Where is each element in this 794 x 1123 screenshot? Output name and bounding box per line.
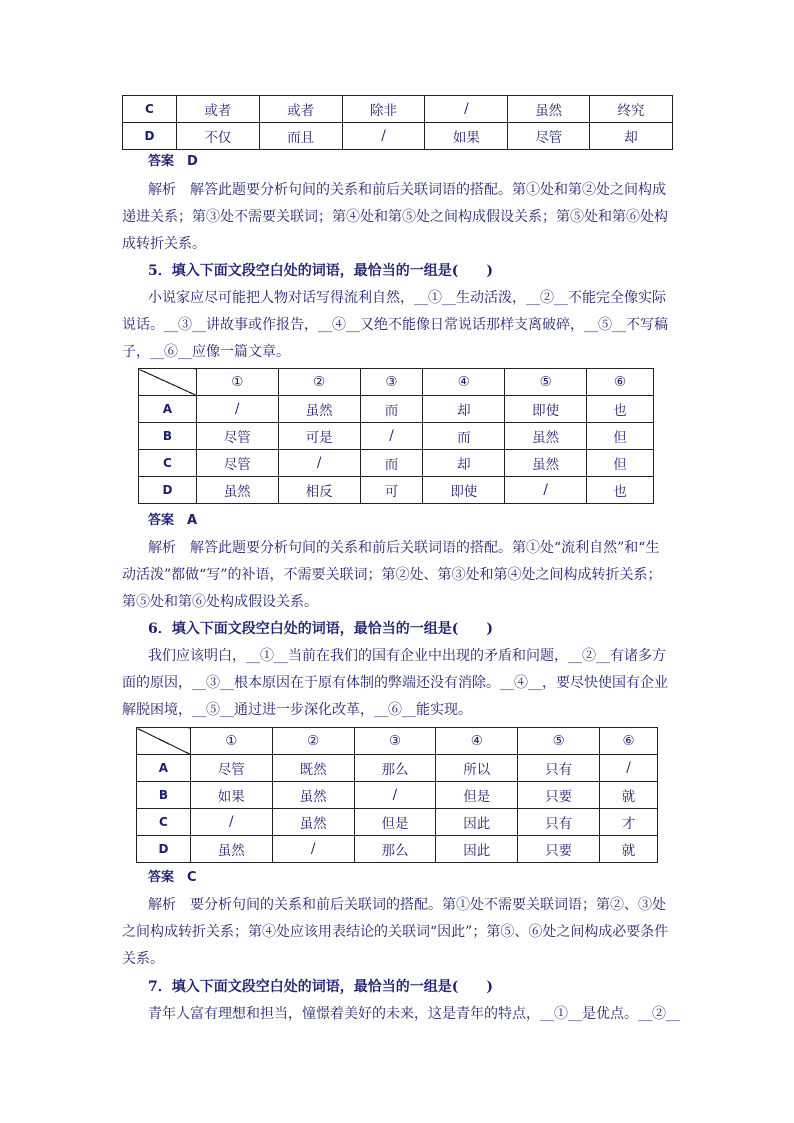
- option-label: A: [137, 755, 191, 782]
- table-row: [137, 782, 658, 809]
- table-cell: 如果: [425, 123, 508, 150]
- passage-q6-line: 解脱困境，__⑤__通过进一步深化改革，__⑥__能实现。: [122, 702, 472, 718]
- passage-q5-line: 说话。__③__讲故事或作报告，__④__又绝不能像日常说话那样支离破碎，__⑤__不写稿: [122, 317, 668, 333]
- table-cell: 只有: [518, 809, 600, 836]
- table-cell: 虽然: [505, 423, 587, 450]
- table-row: [139, 450, 654, 477]
- column-header: ⑥: [600, 728, 658, 755]
- analysis-q5-line: 第⑤处和第⑥处构成假设关系。: [122, 594, 318, 610]
- table-cell: /: [505, 477, 587, 504]
- table-header-row: [137, 728, 658, 755]
- table-cell: 或者: [259, 96, 342, 123]
- table-row: [137, 836, 658, 863]
- table-cell: 而: [423, 423, 505, 450]
- table-cell: 虽然: [278, 396, 360, 423]
- column-header: ⑥: [587, 369, 654, 396]
- table-cell: 虽然: [508, 96, 590, 123]
- column-header: ④: [423, 369, 505, 396]
- table-cell: 而且: [259, 123, 342, 150]
- table-cell: 却: [590, 123, 673, 150]
- column-header: ③: [360, 369, 423, 396]
- column-header: ④: [436, 728, 518, 755]
- table-cell: 却: [423, 450, 505, 477]
- table-cell: 虽然: [272, 782, 354, 809]
- option-label: C: [139, 450, 197, 477]
- table-row: [137, 809, 658, 836]
- table-cell: 就: [600, 782, 658, 809]
- analysis-q6-line: 解析 要分析句间的关系和前后关联词的搭配。第①处不需要关联词语；第②、③处: [148, 897, 666, 913]
- table-cell: /: [600, 755, 658, 782]
- analysis-q5-line: 动活泼”都做“写”的补语，不需要关联词；第②处、第③处和第④处之间构成转折关系；: [122, 567, 662, 583]
- table-cell: 因此: [436, 836, 518, 863]
- diagonal-corner-cell: [137, 728, 191, 755]
- table-cell: 只要: [518, 836, 600, 863]
- analysis-q5-line: 解析 解答此题要分析句间的关系和前后关联词语的搭配。第①处“流利自然”和“生: [148, 540, 660, 556]
- table-cell: 也: [587, 477, 654, 504]
- options-table-q5: [138, 368, 654, 504]
- table-cell: 既然: [272, 755, 354, 782]
- table-cell: 那么: [354, 755, 436, 782]
- table-cell: 就: [600, 836, 658, 863]
- table-cell: 虽然: [196, 477, 278, 504]
- table-cell: 除非: [342, 96, 425, 123]
- question-6: 6．填入下面文段空白处的词语，最恰当的一组是( ): [148, 621, 493, 637]
- table-row: [137, 755, 658, 782]
- table-cell: 也: [587, 396, 654, 423]
- table-row: [139, 396, 654, 423]
- table-cell: /: [190, 809, 272, 836]
- table-row: [139, 477, 654, 504]
- table-cell: 只有: [518, 755, 600, 782]
- table-cell: /: [342, 123, 425, 150]
- table-row: [123, 96, 673, 123]
- option-label: D: [123, 123, 177, 150]
- column-header: ⑤: [518, 728, 600, 755]
- table-cell: 却: [423, 396, 505, 423]
- table-cell: /: [360, 423, 423, 450]
- table-cell: 即使: [423, 477, 505, 504]
- option-label: D: [137, 836, 191, 863]
- options-table-q6: [136, 727, 658, 863]
- table-row: [139, 423, 654, 450]
- table-cell: 尽管: [196, 423, 278, 450]
- table-cell: 而: [360, 396, 423, 423]
- column-header: ②: [278, 369, 360, 396]
- option-label: A: [139, 396, 197, 423]
- option-label: D: [139, 477, 197, 504]
- table-cell: 而: [360, 450, 423, 477]
- option-label: C: [123, 96, 177, 123]
- question-5: 5．填入下面文段空白处的词语，最恰当的一组是( ): [148, 263, 493, 279]
- analysis-q4-line: 解析 解答此题要分析句间的关系和前后关联词语的搭配。第①处和第②处之间构成: [148, 182, 666, 198]
- table-cell: 虽然: [505, 450, 587, 477]
- passage-q7-line: 青年人富有理想和担当，憧憬着美好的未来，这是青年的特点，__①__是优点。__②__: [148, 1006, 680, 1022]
- passage-q5-line: 小说家应尽可能把人物对话写得流利自然，__①__生动活泼，__②__不能完全像实际: [148, 290, 666, 306]
- column-header: ①: [196, 369, 278, 396]
- option-label: B: [137, 782, 191, 809]
- answer-q6: 答案 C: [148, 870, 197, 885]
- table-cell: 可是: [278, 423, 360, 450]
- passage-q6-line: 面的原因，__③__根本原因在于原有体制的弊端还没有消除。__④__，要尽快使国有企业: [122, 675, 668, 691]
- analysis-q6-line: 关系。: [122, 951, 164, 967]
- table-body: [137, 755, 658, 863]
- table-body: [123, 96, 673, 150]
- question-7: 7．填入下面文段空白处的词语，最恰当的一组是( ): [148, 979, 493, 995]
- table-cell: 所以: [436, 755, 518, 782]
- table-cell: 但: [587, 423, 654, 450]
- table-cell: 尽管: [508, 123, 590, 150]
- column-header: ⑤: [505, 369, 587, 396]
- table-cell: 如果: [190, 782, 272, 809]
- table-cell: 即使: [505, 396, 587, 423]
- column-header: ①: [190, 728, 272, 755]
- table-cell: /: [425, 96, 508, 123]
- table-cell: 才: [600, 809, 658, 836]
- table-cell: 相反: [278, 477, 360, 504]
- table-cell: 终究: [590, 96, 673, 123]
- option-label: C: [137, 809, 191, 836]
- answer-q4: 答案 D: [148, 154, 198, 169]
- table-cell: /: [272, 836, 354, 863]
- table-cell: /: [196, 396, 278, 423]
- table-cell: 可: [360, 477, 423, 504]
- table-cell: /: [278, 450, 360, 477]
- table-cell: 不仅: [176, 123, 259, 150]
- table-cell: 只要: [518, 782, 600, 809]
- table-cell: 或者: [176, 96, 259, 123]
- table-header-row: [139, 369, 654, 396]
- table-cell: 虽然: [272, 809, 354, 836]
- diagonal-corner-cell: [139, 369, 197, 396]
- table-cell: 尽管: [196, 450, 278, 477]
- table-row: [123, 123, 673, 150]
- passage-q5-line: 子，__⑥__应像一篇文章。: [122, 344, 290, 360]
- table-cell: 因此: [436, 809, 518, 836]
- table-cell: 但是: [354, 809, 436, 836]
- answer-q5: 答案 A: [148, 513, 198, 528]
- option-label: B: [139, 423, 197, 450]
- analysis-q4-line: 成转折关系。: [122, 236, 206, 252]
- table-header: [137, 728, 658, 755]
- table-cell: 但是: [436, 782, 518, 809]
- table-cell: 尽管: [190, 755, 272, 782]
- analysis-q4-line: 递进关系；第③处不需要关联词；第④处和第⑤处之间构成假设关系；第⑤处和第⑥处构: [122, 209, 668, 225]
- table-body: [139, 396, 654, 504]
- passage-q6-line: 我们应该明白，__①__当前在我们的国有企业中出现的矛盾和问题，__②__有诸多方: [148, 648, 666, 664]
- column-header: ③: [354, 728, 436, 755]
- table-cell: 虽然: [190, 836, 272, 863]
- analysis-q6-line: 之间构成转折关系；第④处应该用表结论的关联词“因此”；第⑤、⑥处之间构成必要条件: [122, 924, 669, 940]
- table-header: [139, 369, 654, 396]
- column-header: ②: [272, 728, 354, 755]
- table-cell: 那么: [354, 836, 436, 863]
- table-cell: 但: [587, 450, 654, 477]
- table-cell: /: [354, 782, 436, 809]
- options-table-q4: [122, 95, 673, 150]
